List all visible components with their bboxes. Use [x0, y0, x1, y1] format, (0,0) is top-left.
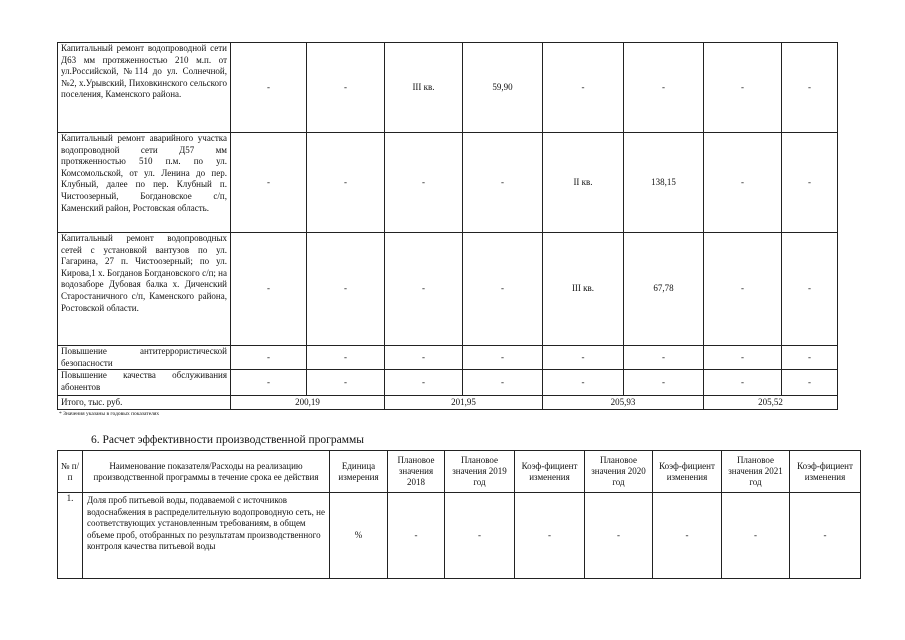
col-header-plan-2019: Плановое значения 2019 год [445, 451, 515, 493]
cell: III кв. [543, 233, 624, 346]
cell: - [231, 370, 307, 396]
cell: - [307, 370, 385, 396]
cell: - [790, 493, 861, 579]
cell: - [543, 346, 624, 370]
cell: - [585, 493, 653, 579]
cell: - [704, 346, 782, 370]
cell: - [722, 493, 790, 579]
cell: - [782, 133, 838, 233]
cell: - [653, 493, 722, 579]
cell: - [624, 346, 704, 370]
cell: - [463, 370, 543, 396]
table-row [58, 346, 838, 370]
col-header-unit: Единица измерения [330, 451, 388, 493]
cell: - [307, 233, 385, 346]
cell: 138,15 [624, 133, 704, 233]
footnote: * Значения указаны в годовых показателях [59, 411, 160, 417]
work-name: Повышение антитеррористической безопасности [58, 346, 231, 370]
col-header-plan-2018: Плановое значения 2018 [388, 451, 445, 493]
cell: - [445, 493, 515, 579]
cell: - [515, 493, 585, 579]
work-name: Повышение качества обслуживания абонентов [58, 370, 231, 396]
cell: 59,90 [463, 43, 543, 133]
col-header-coef: Коэф-фициент изменения [790, 451, 861, 493]
cell: - [704, 133, 782, 233]
cell: - [782, 43, 838, 133]
cell: - [704, 370, 782, 396]
section-title: 6. Расчет эффективности производственной программы [91, 434, 365, 446]
cell: - [385, 133, 463, 233]
work-name: Капитальный ремонт водопроводной сети Д63 мм протяженностью 210 м.п. от ул.Российской, №114 до ул. Солнечной, №2, х.Урывский, Пиховкинского сельского поселения, Каменского района. [58, 43, 231, 133]
cell: - [231, 233, 307, 346]
cell: - [307, 133, 385, 233]
cell: - [385, 346, 463, 370]
cell: - [388, 493, 445, 579]
table-row [58, 370, 838, 396]
table-row [58, 133, 838, 233]
col-header-number: № п/п [58, 451, 83, 493]
cell: - [782, 346, 838, 370]
indicator-name: Доля проб питьевой воды, подаваемой с источников водоснабжения в распределительную водопроводную сеть, не соответствующих установленным требованиям, в общем объеме проб, отобранных по результатам производственного контроля качества питьевой воды [83, 493, 330, 579]
total-value: 200,19 [231, 396, 385, 410]
cell: - [307, 346, 385, 370]
cell: - [385, 233, 463, 346]
total-value: 205,52 [704, 396, 838, 410]
total-label: Итого, тыс. руб. [58, 396, 231, 410]
total-value: 205,93 [543, 396, 704, 410]
cell: - [543, 370, 624, 396]
cell: - [704, 233, 782, 346]
work-name: Капитальный ремонт водопроводных сетей с установкой вантузов по ул. Гагарина, 27 п. Чистоозерный; по ул. Кирова,1 х. Богданов Богдановского с/п; на водозаборе Дубовая балка х. Диченский Старостаничного с/п, Каменского района, Ростовской области. [58, 233, 231, 346]
table-row [58, 493, 861, 579]
total-value: 201,95 [385, 396, 543, 410]
col-header-name: Наименование показателя/Расходы на реализацию производственной программы в течение срока ее действия [83, 451, 330, 493]
col-header-coef: Коэф-фициент изменения [653, 451, 722, 493]
cell: III кв. [385, 43, 463, 133]
table-row [58, 233, 838, 346]
unit-cell: % [330, 493, 388, 579]
table-row [58, 43, 838, 133]
cell: - [543, 43, 624, 133]
cell: - [782, 233, 838, 346]
cell: - [463, 233, 543, 346]
row-number: 1. [58, 493, 83, 579]
cell: - [385, 370, 463, 396]
header-row [58, 451, 861, 493]
cell: - [231, 43, 307, 133]
work-name: Капитальный ремонт аварийного участка водопроводной сети Д57 мм протяженностью 510 п.м. по ул. Комсомольской, от ул. Ленина до пер. Клубный, далее по пер. Клубный п. Чистоозерный, Богдановское с/п, Каменский район, Ростовская область. [58, 133, 231, 233]
cell: - [307, 43, 385, 133]
cell: - [624, 370, 704, 396]
cell: - [782, 370, 838, 396]
total-row [58, 396, 838, 410]
cell: - [463, 346, 543, 370]
col-header-plan-2020: Плановое значения 2020 год [585, 451, 653, 493]
cell: - [704, 43, 782, 133]
planned-works-table [57, 42, 838, 410]
cell: II кв. [543, 133, 624, 233]
cell: - [624, 43, 704, 133]
efficiency-table [57, 450, 861, 579]
cell: - [463, 133, 543, 233]
col-header-plan-2021: Плановое значения 2021 год [722, 451, 790, 493]
cell: 67,78 [624, 233, 704, 346]
cell: - [231, 346, 307, 370]
col-header-coef: Коэф-фициент изменения [515, 451, 585, 493]
cell: - [231, 133, 307, 233]
